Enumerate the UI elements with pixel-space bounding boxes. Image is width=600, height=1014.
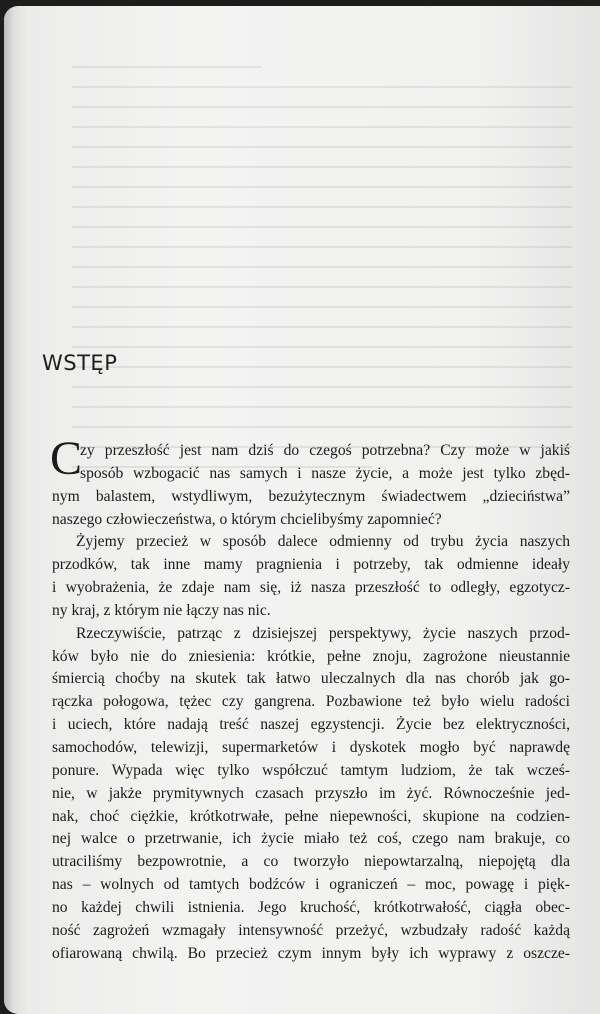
text-line: rączka połogowa, tężec czy gangrena. Pozbawione też było wielu radości	[52, 693, 570, 711]
text-line: nas – wolnych od tamtych bodźców i ograniczeń – moc, powagę i pięk-	[52, 876, 570, 894]
text-line: śmiercią choćby na skutek tak łatwo uleczalnych dla nas chorób jak go-	[52, 670, 570, 688]
text-line: naszego człowieczeństwa, o którym chcielibyśmy zapomnieć?	[52, 510, 442, 528]
book-page	[4, 6, 600, 1014]
text-line: utraciliśmy bezpowrotnie, a co tworzyło niepowtarzalną, niepojętą dla	[52, 853, 570, 871]
text-line: przodków, tak inne mamy pragnienia i potrzeby, tak odmienne ideały	[52, 556, 570, 574]
text-line: ofiarowaną chwilą. Bo przecież czym innym były ich wyprawy z oszcze-	[52, 944, 570, 962]
text-line: nie, w jakże prymitywnych czasach przyszło im żyć. Równocześnie jed-	[52, 784, 570, 802]
text-line: nym balastem, wstydliwym, bezużytecznym świadectwem „dzieciństwa”	[52, 487, 570, 505]
text-line: ponure. Wypada więc tylko współczuć tamtym ludziom, że tak wcześ-	[52, 761, 570, 779]
text-line: Żyjemy przecież w sposób dalece odmienny od trybu życia naszych	[76, 533, 570, 551]
text-line: ny kraj, z którym nie łączy nas nic.	[52, 601, 271, 619]
text-line: ność zagrożeń wzmagały intensywność przeżyć, wzbudzały radość każdą	[52, 921, 570, 939]
text-line: ków było nie do zniesienia: krótkie, pełne znoju, zagrożone nieustannie	[52, 647, 570, 665]
text-line: i wyobrażenia, że zdaje nam się, iż nasza przeszłość to odległy, egzotycz-	[52, 579, 570, 597]
text-line: sposób wzbogacić nas samych i nasze życie, a może jest tylko zbęd-	[80, 464, 570, 482]
drop-cap: C	[50, 432, 83, 485]
text-line: Rzeczywiście, patrząc z dzisiejszej perspektywy, życie naszych przod-	[76, 624, 570, 642]
chapter-heading: WSTĘP	[42, 351, 118, 375]
text-line: no każdej chwili istnienia. Jego kruchość, krótkotrwałość, ciągła obec-	[52, 898, 570, 916]
text-line: nej walce o przetrwanie, ich życie miało też coś, czego nam brakuje, co	[52, 830, 570, 848]
body-text	[50, 432, 570, 965]
text-line: samochodów, telewizji, supermarketów i dyskotek mogło być naprawdę	[52, 738, 570, 756]
text-line: nak, choć ciężkie, krótkotrwałe, pełne niepewności, skupione na codzien-	[52, 807, 570, 825]
text-line: zy przeszłość jest nam dziś do czegoś potrzebna? Czy może w jakiś	[80, 442, 570, 459]
text-line: i uciech, które nadają treść naszej egzystencji. Życie bez elektryczności,	[52, 716, 570, 734]
